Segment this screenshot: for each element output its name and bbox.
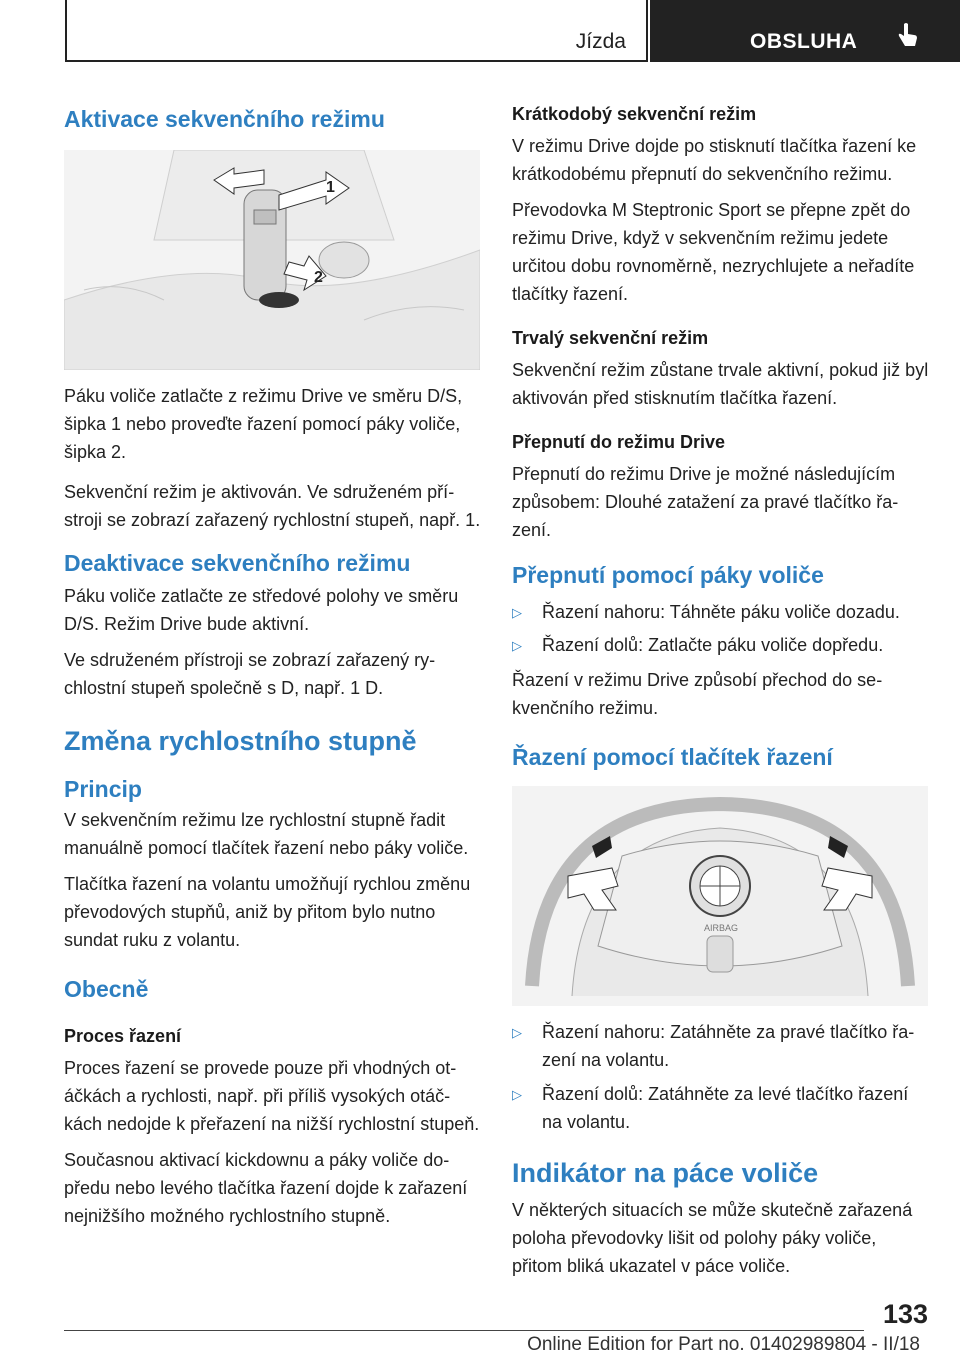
header-chapter-box xyxy=(650,0,960,62)
switch-drive-text: Přepnutí do režimu Drive je možné následujícím způsobem: Dlouhé zatažení za pravé tlačítko řazení. xyxy=(512,464,899,540)
footer-divider xyxy=(64,1330,864,1331)
activation-text-1: Páku voliče zatlačte z režimu Drive ve směru D/S, šipka 1 nebo proveďte řazení pomocí páky voliče, šipka 2. xyxy=(64,386,463,462)
principle-text-2: Tlačítka řazení na volantu umožňují rychlou změnu převodových stupňů, aniž by přitom bylo nutno sundat ruku z volantu. xyxy=(64,874,471,950)
heading-permanent: Trvalý sekvenční režim xyxy=(512,328,709,348)
short-term-text-1: V režimu Drive dojde po stisknutí tlačítka řazení ke krátkodobému přepnutí do sekvenčního režimu. xyxy=(512,136,917,184)
deactivation-text-2: Ve sdruženém přístroji se zobrazí zařazený rychlostní stupeň společně s D, např. 1 D. xyxy=(64,650,436,698)
shift-text-1: Proces řazení se provede pouze při vhodných otáčkách a rychlosti, např. při příliš vysokých otáčkách nedojde k přeřazení na nižší rychlostní stupeň. xyxy=(64,1058,480,1134)
section-title: Jízda xyxy=(575,30,626,53)
triangle-bullet-icon: ▷ xyxy=(512,638,522,653)
lever-text: Řazení v režimu Drive způsobí přechod do sekvenčního režimu. xyxy=(512,670,883,718)
heading-general: Obecně xyxy=(64,976,149,1002)
heading-button-shift: Řazení pomocí tlačítek řazení xyxy=(512,744,833,770)
triangle-bullet-icon: ▷ xyxy=(512,605,522,620)
heading-principle: Princip xyxy=(64,776,142,802)
button-bullet-list xyxy=(512,1018,930,1136)
list-item xyxy=(512,1018,930,1074)
list-item xyxy=(512,1080,930,1136)
arrow-1-label: 1 xyxy=(326,179,335,196)
short-term-text-2: Převodovka M Steptronic Sport se přepne zpět do režimu Drive, když v sekvenčním režimu jedete určitou dobu rovnoměrně, nezrychlujete a neřadíte tlačítky řazení. xyxy=(512,200,915,304)
left-column xyxy=(64,100,482,1230)
list-item-text: Řazení nahoru: Zatáhněte za pravé tlačítko řazení na volantu. xyxy=(542,1022,915,1070)
heading-indicator: Indikátor na páce voliče xyxy=(512,1158,819,1188)
arrow-2-label: 2 xyxy=(314,269,323,286)
heading-short-term: Krátkodobý sekvenční režim xyxy=(512,104,757,124)
heading-deactivation: Deaktivace sekvenčního režimu xyxy=(64,550,411,576)
lever-bullet-list xyxy=(512,598,930,660)
triangle-bullet-icon: ▷ xyxy=(512,1025,522,1040)
chapter-title: OBSLUHA xyxy=(750,30,858,53)
header-section-box xyxy=(65,0,648,62)
triangle-bullet-icon: ▷ xyxy=(512,1087,522,1102)
heading-activation: Aktivace sekvenčního režimu xyxy=(64,106,385,132)
indicator-text: V některých situacích se může skutečně zařazená poloha převodovky lišit od polohy páky voliče, přitom bliká ukazatel v páce voliče. xyxy=(512,1200,913,1276)
page-number: 133 xyxy=(882,1299,928,1329)
heading-shift-process: Proces řazení xyxy=(64,1026,182,1046)
principle-text-1: V sekvenčním režimu lze rychlostní stupně řadit manuálně pomocí tlačítek řazení nebo páky voliče. xyxy=(64,810,469,858)
airbag-label: AIRBAG xyxy=(704,923,739,933)
right-column xyxy=(512,100,930,1280)
gear-lever-figure xyxy=(64,150,480,370)
permanent-text: Sekvenční režim zůstane trvale aktivní, pokud již byl aktivován před stisknutím tlačítka řazení. xyxy=(512,360,929,408)
activation-text-2: Sekvenční režim je aktivován. Ve sdruženém přístroji se zobrazí zařazený rychlostní stupeň, např. 1. xyxy=(64,482,481,530)
hand-pointer-icon xyxy=(895,22,921,55)
list-item-text: Řazení dolů: Zatáhněte za levé tlačítko řazení na volantu. xyxy=(542,1084,909,1132)
heading-lever-shift: Přepnutí pomocí páky voliče xyxy=(512,562,824,588)
list-item-text: Řazení dolů: Zatlačte páku voliče dopředu. xyxy=(542,635,884,655)
list-item-text: Řazení nahoru: Táhněte páku voliče dozadu. xyxy=(542,602,900,622)
heading-gear-change: Změna rychlostního stupně xyxy=(64,726,417,756)
list-item xyxy=(512,598,930,627)
footer-edition: Online Edition for Part no. 01402989804 - II/18 xyxy=(527,1334,920,1355)
list-item xyxy=(512,631,930,660)
shift-text-2: Současnou aktivací kickdownu a páky voliče dopředu nebo levého tlačítka řazení dojde k zařazení nejnižšího možného rychlostního stupně. xyxy=(64,1150,468,1226)
deactivation-text-1: Páku voliče zatlačte ze středové polohy ve směru D/S. Režim Drive bude aktivní. xyxy=(64,586,459,634)
heading-switch-drive: Přepnutí do režimu Drive xyxy=(512,432,726,452)
steering-wheel-figure xyxy=(512,786,928,1006)
